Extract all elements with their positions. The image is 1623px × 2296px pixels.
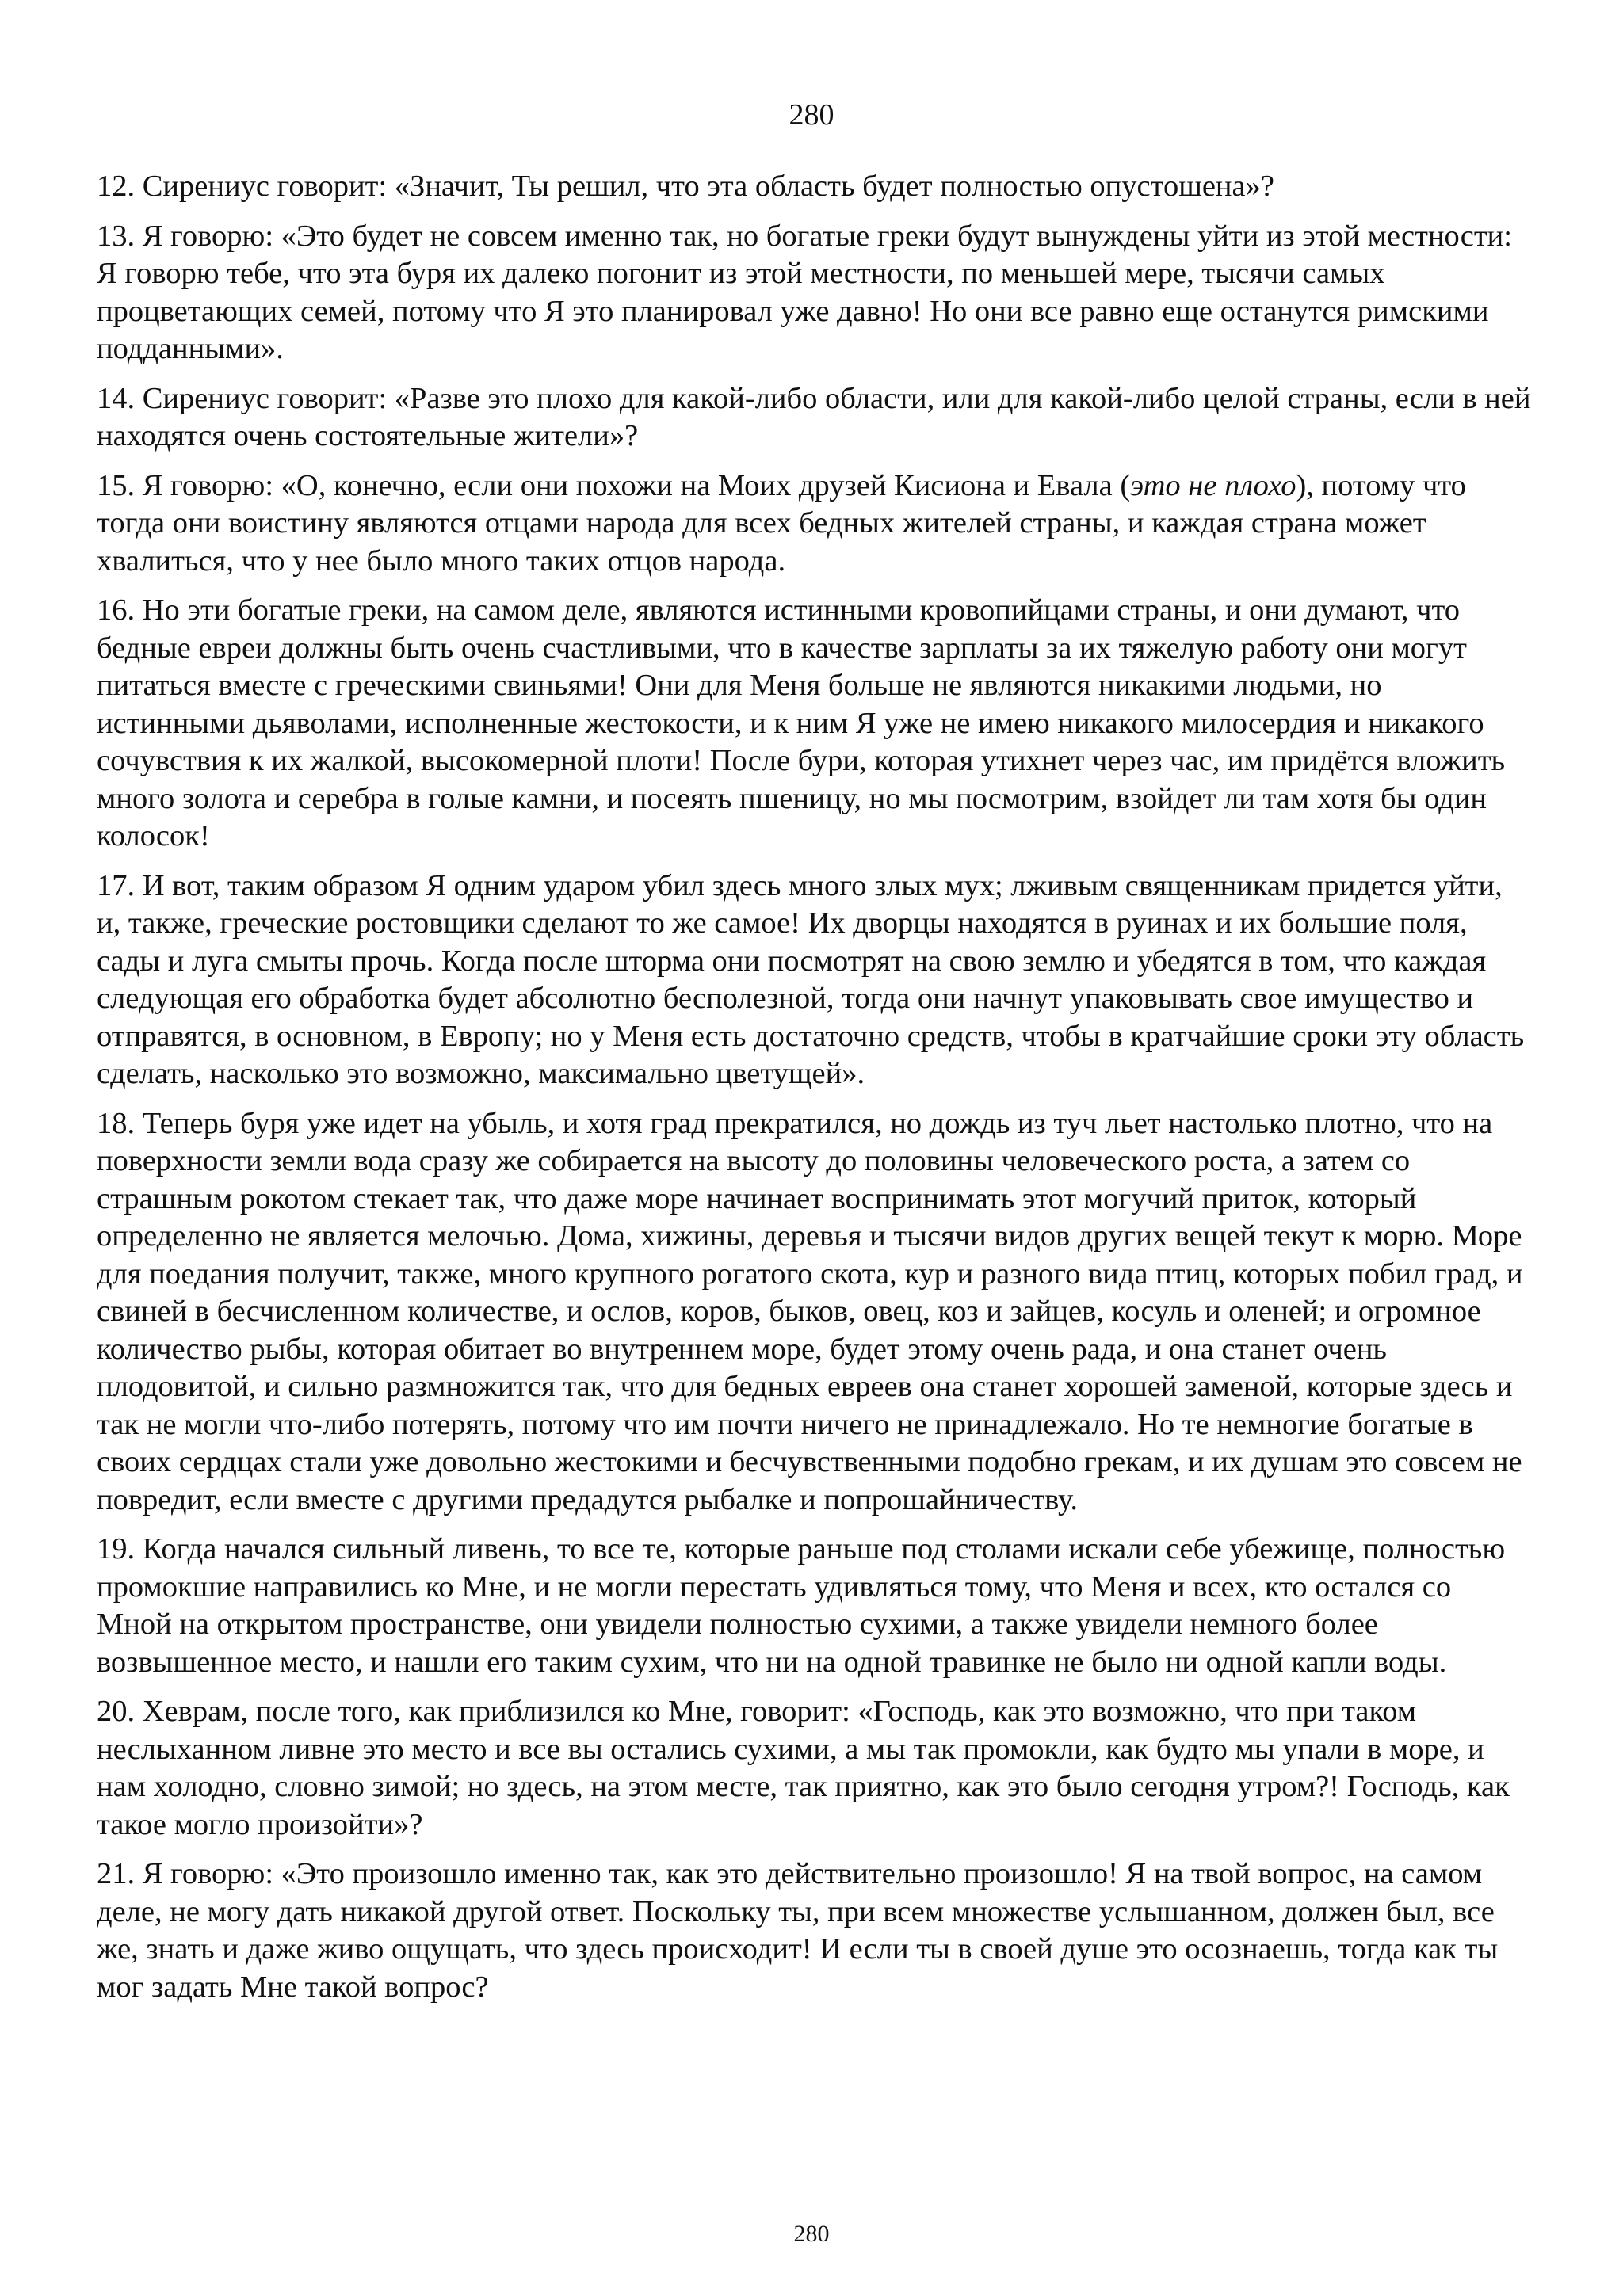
paragraph-18: 18. Теперь буря уже идет на убыль, и хотя град прекратился, но дождь из туч льет настолько плотно, что на поверхности земли вода сразу же собирается на высоту до половины человеческого роста, а затем со страшным рокотом стекает так, что даже море начинает воспринимать этот могучий приток, который определенно не является мелочью. Дома, хижины, деревья и тысячи видов других вещей текут к морю. Море для поедания получит, также, много крупного рогатого скота, кур и разного вида птиц, которых побил град, и свиней в бесчисленном количестве, и ослов, коров, быков, овец, коз и зайцев, косуль и оленей; и огромное количество рыбы, которая обитает во внутреннем море, будет этому очень рада, и она станет очень плодовитой, и сильно размножится так, что для бедных евреев она станет хорошей заменой, которые здесь и так не могли что-либо потерять, потому что им почти ничего не принадлежало. Но те немногие богатые в своих сердцах стали уже довольно жестокими и бесчувственными подобно грекам, и их душам это совсем не повредит, если вместе с другими предадутся рыбалке и попрошайничеству.	[97, 1106, 1523, 1516]
page-number-top: 280	[789, 98, 834, 132]
paragraph-14: 14. Сирениус говорит: «Разве это плохо для какой-либо области, или для какой-либо целой страны, если в ней находятся очень состоятельные жители»?	[97, 381, 1531, 452]
paragraph-16: 16. Но эти богатые греки, на самом деле, являются истинными кровопийцами страны, и они думают, что бедные евреи должны быть очень счастливыми, что в качестве зарплаты за их тяжелую работу они могут питаться вместе с греческими свиньями! Они для Меня больше не являются никакими людьми, но истинными дьяволами, исполненные жестокости, и к ним Я уже не имею никакого милосердия и никакого сочувствия к их жалкой, высокомерной плоти! После бури, которая утихнет через час, им придётся вложить много золота и серебра в голые камни, и посеять пшеницу, но мы посмотрим, взойдет ли там хотя бы один колосок!	[97, 593, 1506, 852]
paragraph-21: 21. Я говорю: «Это произошло именно так, как это действительно произошло! Я на твой вопрос, на самом деле, не могу дать никакой другой ответ. Поскольку ты, при всем множестве услышанном, должен был, все же, знать и даже живо ощущать, что здесь происходит! И если ты в своей душе это осознаешь, тогда как ты мог задать Мне такой вопрос?	[97, 1857, 1499, 2004]
paragraph-13: 13. Я говорю: «Это будет не совсем именно так, но богатые греки будут вынуждены уйти из этой местности: Я говорю тебе, что эта буря их далеко погонит из этой местности, по меньшей мере, тысячи самых процветающих семей, потому что Я это планировал уже давно! Но они все равно еще останутся римскими подданными».	[97, 219, 1512, 365]
paragraph-15-italic: это не плохо	[1130, 468, 1296, 502]
paragraph-20: 20. Хеврам, после того, как приблизился ко Мне, говорит: «Господь, как это возможно, что при таком неслыханном ливне это место и все вы остались сухими, а мы так промокли, как будто мы упали в море, и нам холодно, словно зимой; но здесь, на этом месте, так приятно, как это было сегодня утром?! Господь, как такое могло произойти»?	[97, 1695, 1510, 1841]
paragraph-19: 19. Когда начался сильный ливень, то все те, которые раньше под столами искали себе убежище, полностью промокшие направились ко Мне, и не могли перестать удивляться тому, что Меня и всех, кто остался со Мной на открытом пространстве, они увидели полностью сухими, а также увидели немного более возвышенное место, и нашли его таким сухим, что ни на одной травинке не было ни одной капли воды.	[97, 1532, 1506, 1679]
paragraph-17: 17. И вот, таким образом Я одним ударом убил здесь много злых мух; лживым священникам придется уйти, и, также, греческие ростовщики сделают то же самое! Их дворцы находятся в руинах и их большие поля, сады и луга смыты прочь. Когда после шторма они посмотрят на свою землю и убедятся в том, что каждая следующая его обработка будет абсолютно бесполезной, тогда они начнут упаковывать свое имущество и отправятся, в основном, в Европу; но у Меня есть достаточно средств, чтобы в кратчайшие сроки эту область сделать, насколько это возможно, максимально цветущей».	[97, 868, 1525, 1090]
body-text	[97, 168, 1533, 2018]
paragraph-15-after: ), потому что тогда они воистину являются отцами народа для всех бедных жителей страны, и каждая страна может хвалиться, что у нее было много таких отцов народа.	[97, 468, 1466, 578]
paragraph-15	[97, 467, 1533, 581]
page-number-bottom: 280	[793, 2221, 830, 2247]
paragraph-12: 12. Сирениус говорит: «Значит, Ты решил, что эта область будет полностью опустошена»?	[97, 170, 1274, 203]
paragraph-15-before: 15. Я говорю: «О, конечно, если они похожи на Моих друзей Кисиона и Евала (	[97, 468, 1131, 502]
